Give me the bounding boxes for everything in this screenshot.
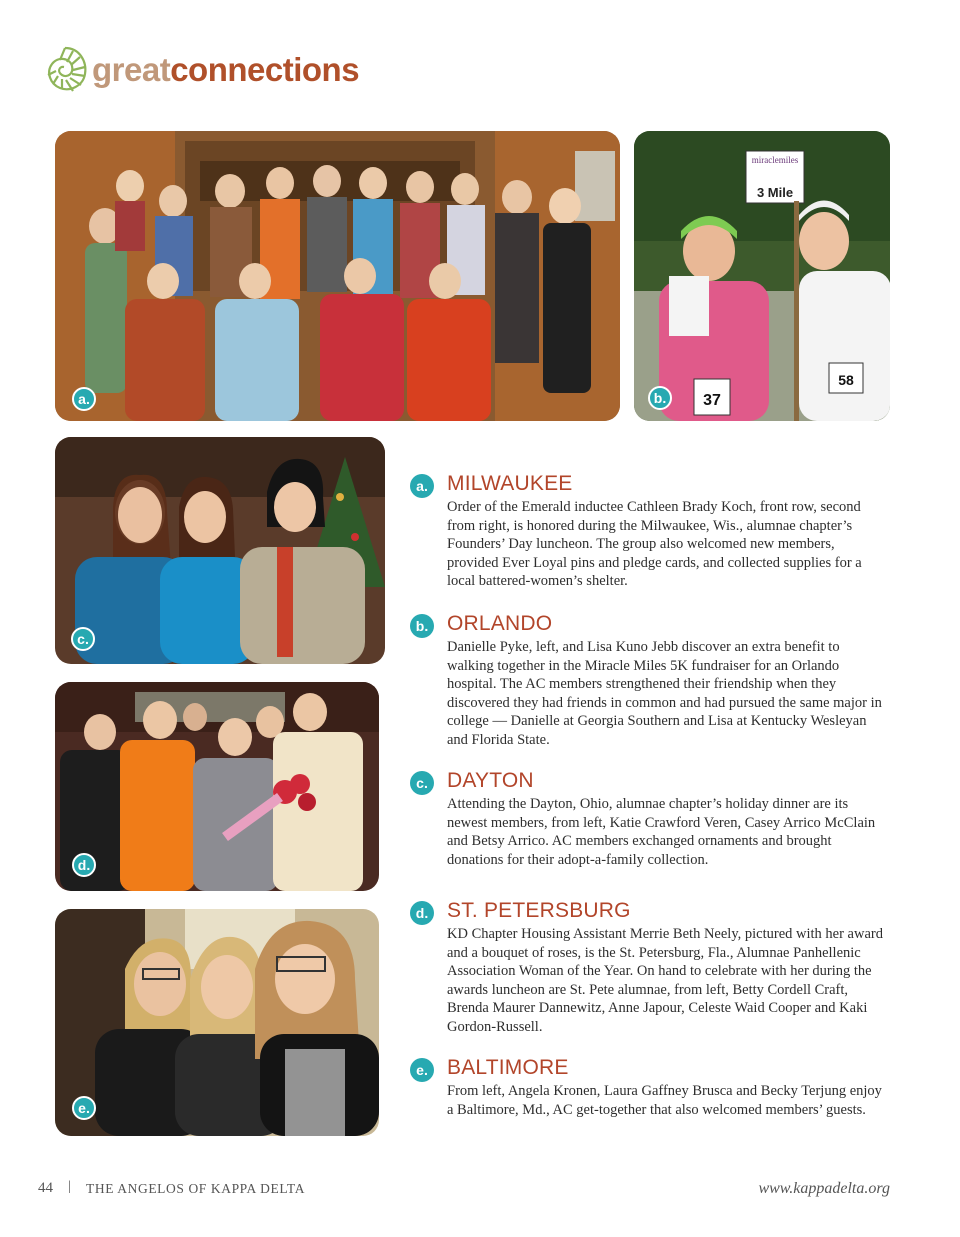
bib-number-right: 58 [838, 372, 854, 388]
entry-heading-st-petersburg: ST. PETERSBURG [447, 899, 631, 922]
entry-text-orlando: Danielle Pyke, left, and Lisa Kuno Jebb discover an extra benefit to walking together in the Miracle Miles 5K fundraiser for an Orlando hospital. The AC members strengthened their friendship when they discovered they had friends in common and had pursued the same major in college — Danielle at Georgia Southern and Lisa at Kentucky Wesleyan and Florida State. [447, 639, 882, 748]
photo-orlando [634, 131, 890, 421]
entry-orlando [410, 611, 890, 750]
entry-heading-baltimore: BALTIMORE [447, 1056, 569, 1079]
entry-heading-dayton: DAYTON [447, 769, 534, 792]
entry-heading-milwaukee: MILWAUKEE [447, 472, 573, 495]
page-number: 44 [38, 1180, 53, 1196]
website-link[interactable]: www.kappadelta.org [758, 1180, 890, 1197]
entry-dayton [410, 768, 890, 869]
photo-badge-c: c. [71, 627, 95, 651]
entry-milwaukee [410, 471, 890, 591]
entry-st-petersburg [410, 898, 890, 1037]
entry-badge-a: a. [410, 474, 434, 498]
sign-text-miraclemiles: miraclemiles [751, 155, 799, 165]
nautilus-shell-icon [40, 40, 90, 96]
photo-badge-e: e. [72, 1096, 96, 1120]
title-part-connections: connections [170, 51, 360, 88]
entry-baltimore [410, 1055, 890, 1119]
photo-milwaukee [55, 131, 620, 421]
photo-badge-a: a. [72, 387, 96, 411]
sign-text-mile: 3 Mile [756, 185, 794, 200]
title-part-great: great [92, 51, 171, 88]
entry-text-baltimore: From left, Angela Kronen, Laura Gaffney Brusca and Becky Terjung enjoy a Baltimore, Md., AC get-together that also welcomed members’ guests. [447, 1083, 882, 1118]
entry-badge-e: e. [410, 1058, 434, 1082]
entry-badge-c: c. [410, 771, 434, 795]
entry-text-milwaukee: Order of the Emerald inductee Cathleen Brady Koch, front row, second from right, is honored during the Milwaukee, Wis., alumnae chapter’s Founders’ Day luncheon. The group also welcomed new members, provided Ever Loyal pins and pledge cards, and collected supplies for a local battered-women’s shelter. [447, 499, 862, 590]
page-footer [38, 1178, 890, 1202]
entry-text-st-petersburg: KD Chapter Housing Assistant Merrie Beth Neely, pictured with her award and a bouquet of roses, is the St. Petersburg, Fla., Alumnae Panhellenic Association Woman of the Year. On hand to celebrate with her during the awards luncheon are St. Pete alumnae, from left, Betty Cordell Craft, Brenda Maurer Dannewitz, Anne Japour, Celeste Waid Cooper and Kaki Gordon-Russell. [447, 926, 883, 1035]
bib-number-left: 37 [703, 392, 721, 409]
photo-baltimore [55, 909, 379, 1136]
photo-badge-b: b. [648, 386, 672, 410]
photo-dayton [55, 437, 385, 664]
entry-text-dayton: Attending the Dayton, Ohio, alumnae chapter’s holiday dinner are its newest members, from left, Katie Crawford Veren, Casey Arrico McClain and Betsy Arrico. AC members exchanged ornaments and brought donations for their adopt-a-family collection. [447, 796, 876, 868]
footer-separator: | [68, 1179, 71, 1194]
section-header [40, 38, 359, 98]
entry-badge-d: d. [410, 901, 434, 925]
magazine-name: THE ANGELOS OF KAPPA DELTA [86, 1181, 306, 1196]
photo-badge-d: d. [72, 853, 96, 877]
photo-st-petersburg [55, 682, 379, 891]
entry-heading-orlando: ORLANDO [447, 612, 553, 635]
page-title [92, 51, 359, 89]
entry-badge-b: b. [410, 614, 434, 638]
